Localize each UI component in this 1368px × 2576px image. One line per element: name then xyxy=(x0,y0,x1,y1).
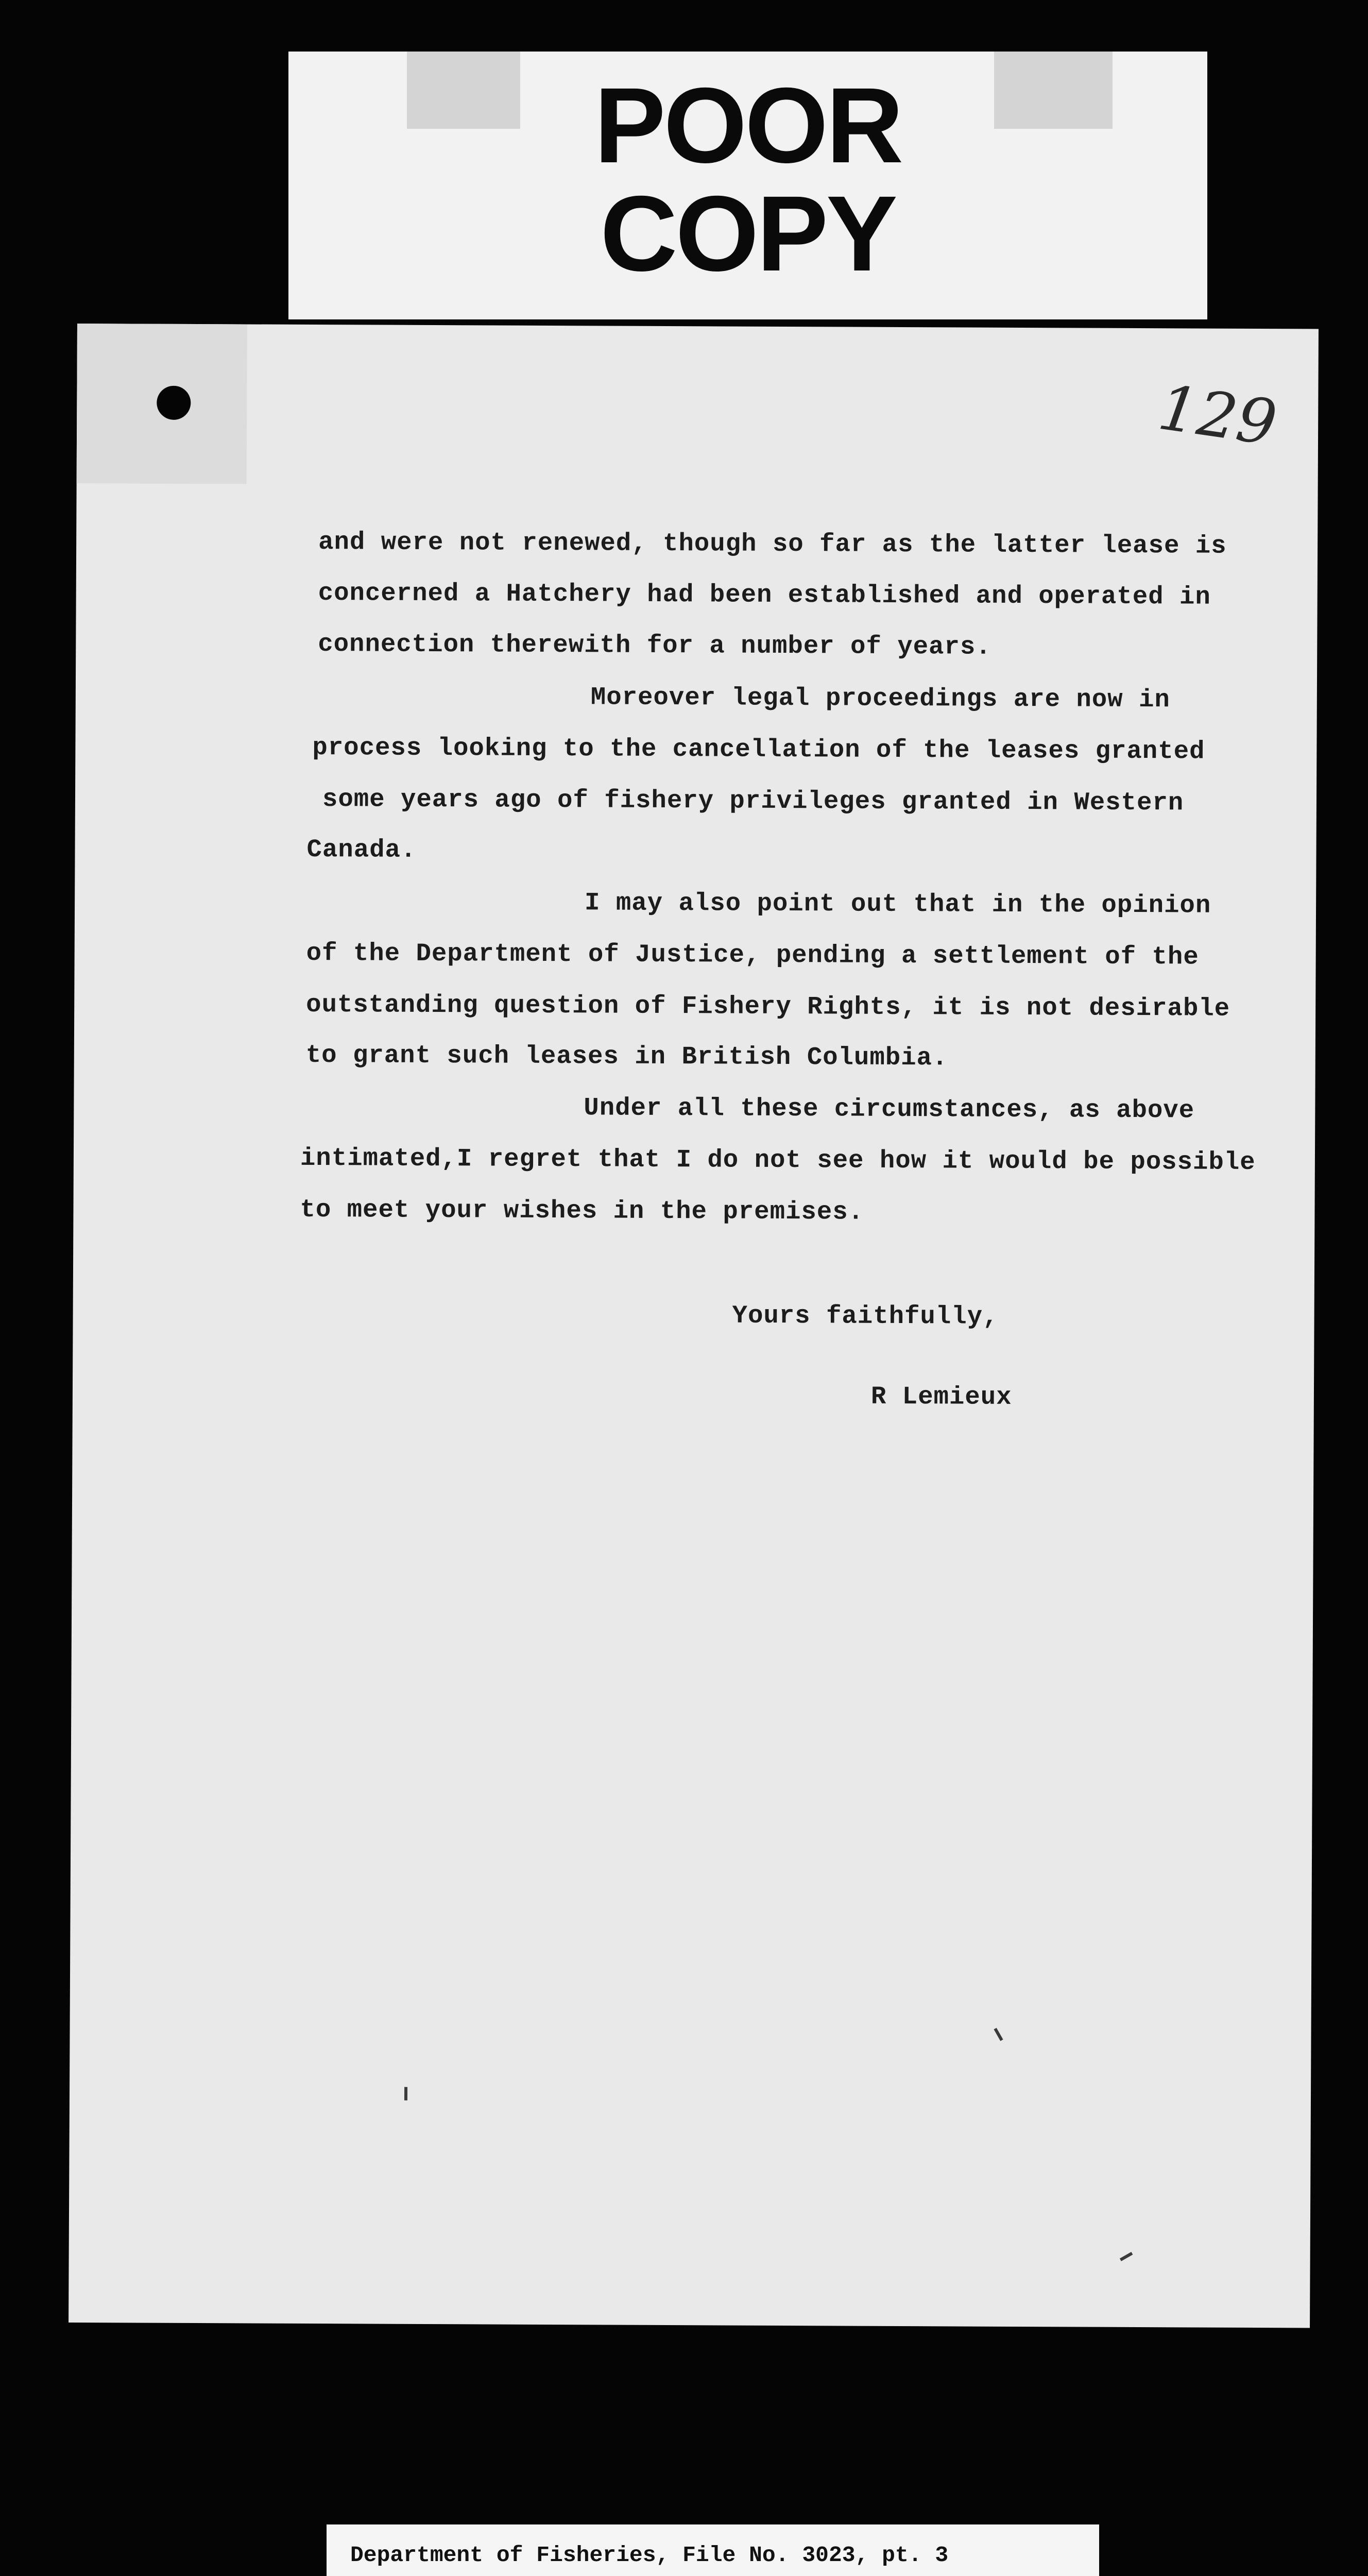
letter-line: Canada. xyxy=(306,835,417,865)
closing: Yours faithfully, xyxy=(732,1301,999,1331)
letter-line: process looking to the cancellation of the leases granted xyxy=(312,733,1205,766)
file-reference-label: Department of Fisheries, File No. 3023, pt. 3 xyxy=(327,2524,1099,2576)
stamp-line-1: POOR xyxy=(594,66,902,185)
letter-sheet xyxy=(69,324,1319,2328)
letter-line: connection therewith for a number of years. xyxy=(318,630,991,662)
letter-line: of the Department of Justice, pending a settlement of the xyxy=(306,938,1199,972)
letter-line: and were not renewed, though so far as the latter lease is xyxy=(318,528,1227,561)
letter-line: outstanding question of Fishery Rights, it is not desirable xyxy=(306,990,1230,1023)
letter-line: Under all these circumstances, as above xyxy=(584,1093,1195,1125)
paper-mark xyxy=(1120,2252,1133,2261)
signature: R Lemieux xyxy=(870,1382,1012,1412)
poor-copy-stamp xyxy=(288,52,1207,319)
stamp-line-2: COPY xyxy=(600,174,896,294)
paper-mark xyxy=(404,2087,407,2100)
folio-number: 129 xyxy=(1154,371,1281,460)
letter-line: to meet your wishes in the premises. xyxy=(300,1195,864,1227)
letter-line: some years ago of fishery privileges granted in Western xyxy=(322,785,1184,818)
letter-line: intimated,I regret that I do not see how it would be possible xyxy=(300,1143,1256,1177)
letter-line: to grant such leases in British Columbia. xyxy=(305,1040,948,1073)
punch-hole xyxy=(157,386,191,420)
letter-line: Moreover legal proceedings are now in xyxy=(590,683,1170,715)
letter-line: concerned a Hatchery had been established and operated in xyxy=(318,579,1211,612)
paper-mark xyxy=(994,2028,1003,2041)
letter-line: I may also point out that in the opinion xyxy=(584,888,1211,920)
